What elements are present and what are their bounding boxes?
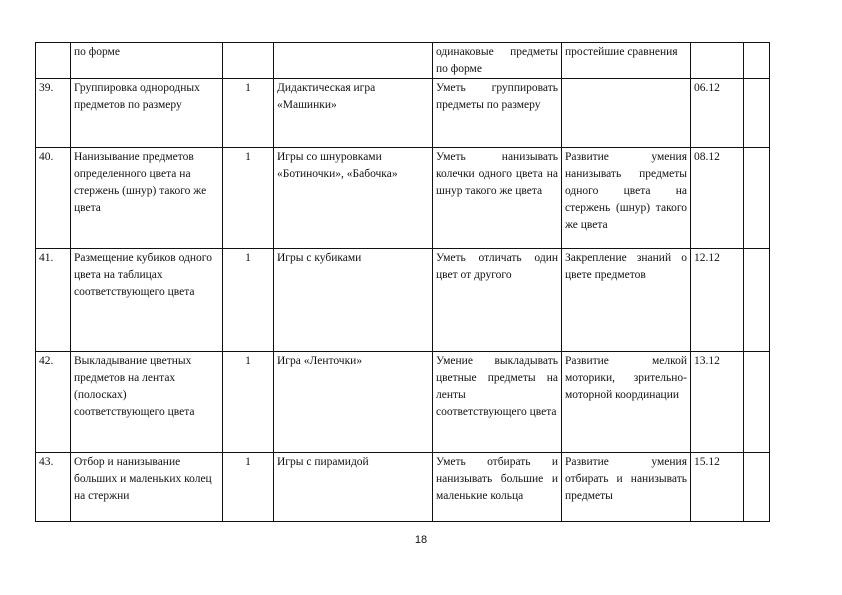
row-number: 43. — [36, 453, 71, 522]
hours-count: 1 — [223, 148, 274, 249]
development-goal: Развитие мелкой моторики, зрительно-моторной координации — [562, 352, 691, 453]
table-row — [36, 148, 770, 249]
lesson-date: 13.12 — [691, 352, 744, 453]
lesson-plan-table — [35, 42, 770, 522]
note-cell — [744, 453, 770, 522]
page-number: 18 — [414, 534, 428, 546]
skill-outcome: Уметь нанизывать колечки одного цвета на шнур такого же цвета — [433, 148, 562, 249]
lesson-date — [691, 43, 744, 79]
lesson-date: 15.12 — [691, 453, 744, 522]
game-activity: Дидактическая игра «Машинки» — [274, 79, 433, 148]
lesson-date: 06.12 — [691, 79, 744, 148]
row-number: 42. — [36, 352, 71, 453]
development-goal: Закрепление знаний о цвете предметов — [562, 249, 691, 352]
hours-count — [223, 43, 274, 79]
row-number: 41. — [36, 249, 71, 352]
hours-count: 1 — [223, 352, 274, 453]
note-cell — [744, 148, 770, 249]
lesson-topic: Выкладывание цветных предметов на лентах (полосках) соответствующего цвета — [71, 352, 223, 453]
lesson-topic: Группировка однородных предметов по размеру — [71, 79, 223, 148]
development-goal: Развитие умения отбирать и нанизывать предметы — [562, 453, 691, 522]
development-goal: Развитие умения нанизывать предметы одного цвета на стержень (шнур) такого же цвета — [562, 148, 691, 249]
row-number — [36, 43, 71, 79]
game-activity: Игры со шнуровками «Ботиночки», «Бабочка» — [274, 148, 433, 249]
lesson-topic: по форме — [71, 43, 223, 79]
hours-count: 1 — [223, 79, 274, 148]
game-activity: Игры с пирамидой — [274, 453, 433, 522]
lesson-topic: Нанизывание предметов определенного цвета на стержень (шнур) такого же цвета — [71, 148, 223, 249]
note-cell — [744, 352, 770, 453]
skill-outcome: Уметь группировать предметы по размеру — [433, 79, 562, 148]
note-cell — [744, 79, 770, 148]
table-row — [36, 352, 770, 453]
game-activity — [274, 43, 433, 79]
skill-outcome: Умение выкладывать цветные предметы на ленты соответствующего цвета — [433, 352, 562, 453]
lesson-topic: Отбор и нанизывание больших и маленьких колец на стержни — [71, 453, 223, 522]
lesson-topic: Размещение кубиков одного цвета на таблицах соответствующего цвета — [71, 249, 223, 352]
skill-outcome: одинаковые предметы по форме — [433, 43, 562, 79]
development-goal: простейшие сравнения — [562, 43, 691, 79]
lesson-date: 12.12 — [691, 249, 744, 352]
skill-outcome: Уметь отличать один цвет от другого — [433, 249, 562, 352]
hours-count: 1 — [223, 453, 274, 522]
row-number: 39. — [36, 79, 71, 148]
table-row — [36, 79, 770, 148]
development-goal — [562, 79, 691, 148]
note-cell — [744, 43, 770, 79]
table-row — [36, 43, 770, 79]
table-row — [36, 453, 770, 522]
game-activity: Игра «Ленточки» — [274, 352, 433, 453]
game-activity: Игры с кубиками — [274, 249, 433, 352]
row-number: 40. — [36, 148, 71, 249]
lesson-date: 08.12 — [691, 148, 744, 249]
hours-count: 1 — [223, 249, 274, 352]
table-row — [36, 249, 770, 352]
skill-outcome: Уметь отбирать и нанизывать большие и маленькие кольца — [433, 453, 562, 522]
note-cell — [744, 249, 770, 352]
